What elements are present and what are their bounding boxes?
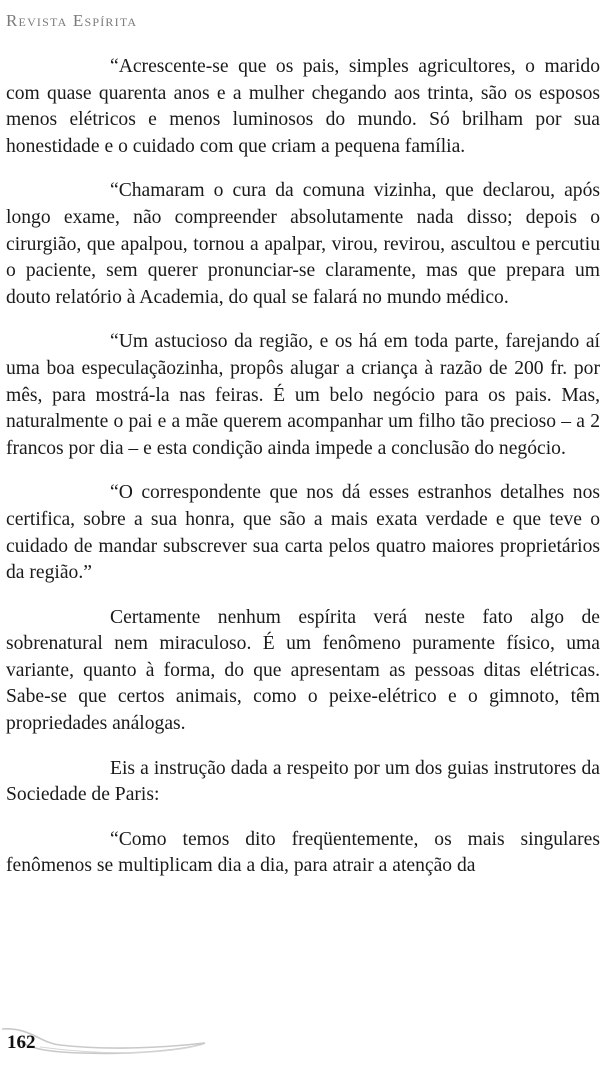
swoosh-ornament-icon	[0, 1025, 260, 1068]
page-number: 162	[7, 1032, 36, 1053]
paragraph: “Como temos dito freqüentemente, os mais singulares fenômenos se multiplicam dia a dia, para atrair a atenção da	[6, 828, 600, 877]
paragraph: “Acrescente-se que os pais, simples agricultores, o marido com quase quarenta anos e a mulher chegando aos trinta, são os esposos menos elétricos e menos luminosos do mundo. Só brilham por sua honestidade e o cuidado com que criam a pequena família.	[6, 56, 600, 157]
paragraph: “O correspondente que nos dá esses estranhos detalhes nos certifica, sobre a sua honra, que são a mais exata verdade e que teve o cuidado de mandar subscrever sua carta pelos quatro maiores proprietários da região.”	[6, 482, 600, 584]
paragraph: “Chamaram o cura da comuna vizinha, que declarou, após longo exame, não compreender absolutamente nada disso; depois o cirurgião, que apalpou, tornou a apalpar, virou, revirou, ascultou e percutiu o paciente, sem querer pronunciar-se claramente, mas que prepara um douto relatório à Academia, do qual se falará no mundo médico.	[6, 180, 600, 308]
page-body	[6, 54, 600, 898]
page-footer	[0, 1025, 607, 1068]
paragraph: Certamente nenhum espírita verá neste fato algo de sobrenatural nem miraculoso. É um fenômeno puramente físico, uma variante, quanto à forma, do que apresentam as pessoas ditas elétricas. Sabe-se que certos animais, como o peixe-elétrico e o gimnoto, têm propriedades análogas.	[6, 606, 600, 735]
running-head: Revista Espírita	[6, 11, 138, 30]
paragraph: Eis a instrução dada a respeito por um dos guias instrutores da Sociedade de Paris:	[6, 757, 600, 806]
paragraph: “Um astucioso da região, e os há em toda parte, farejando aí uma boa especulaçãozinha, propôs alugar a criança à razão de 200 fr. por mês, para mostrá-la nas feiras. É um belo negócio para os pais. Mas, naturalmente o pai e a mãe querem acompanhar um filho tão precioso – a 2 francos por dia – e esta condição ainda impede a conclusão do negócio.	[6, 331, 600, 459]
